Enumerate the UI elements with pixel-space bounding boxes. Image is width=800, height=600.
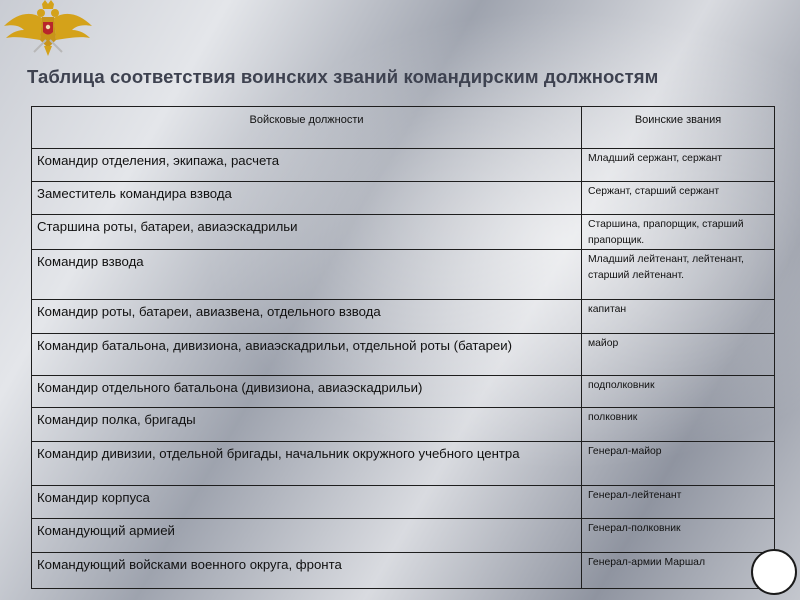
table-row <box>32 300 775 334</box>
double-headed-eagle-emblem-icon <box>2 0 94 62</box>
position-cell: Командир батальона, дивизиона, авиаэскадрильи, отдельной роты (батареи) <box>32 334 582 376</box>
table-row <box>32 334 775 376</box>
column-header-positions: Войсковые должности <box>32 107 582 149</box>
rank-cell: полковник <box>582 408 775 442</box>
table-row <box>32 486 775 519</box>
position-cell: Командир полка, бригады <box>32 408 582 442</box>
rank-cell: Генерал-лейтенант <box>582 486 775 519</box>
position-cell: Командир корпуса <box>32 486 582 519</box>
ranks-table <box>31 106 775 589</box>
rank-cell: капитан <box>582 300 775 334</box>
table-row <box>32 442 775 486</box>
position-cell: Командир дивизии, отдельной бригады, начальник окружного учебного центра <box>32 442 582 486</box>
position-cell: Командующий войсками военного округа, фронта <box>32 553 582 589</box>
position-cell: Старшина роты, батареи, авиаэскадрильи <box>32 215 582 250</box>
rank-cell: Сержант, старший сержант <box>582 182 775 215</box>
table-row <box>32 182 775 215</box>
position-cell: Командир взвода <box>32 250 582 300</box>
table-row <box>32 149 775 182</box>
table-row <box>32 408 775 442</box>
position-cell: Командир роты, батареи, авиазвена, отдельного взвода <box>32 300 582 334</box>
table-row <box>32 376 775 408</box>
rank-cell: Младший лейтенант, лейтенант, старший лейтенант. <box>582 250 775 300</box>
rank-cell: майор <box>582 334 775 376</box>
rank-cell: Старшина, прапорщик, старший прапорщик. <box>582 215 775 250</box>
page-title: Таблица соответствия воинских званий командирским должностям <box>27 66 659 87</box>
rank-cell: подполковник <box>582 376 775 408</box>
rank-cell: Генерал-армии Маршал <box>582 553 775 589</box>
table-row <box>32 215 775 250</box>
position-cell: Командир отдельного батальона (дивизиона, авиаэскадрильи) <box>32 376 582 408</box>
position-cell: Заместитель командира взвода <box>32 182 582 215</box>
table-row <box>32 250 775 300</box>
position-cell: Командир отделения, экипажа, расчета <box>32 149 582 182</box>
rank-cell: Младший сержант, сержант <box>582 149 775 182</box>
column-header-ranks: Воинские звания <box>582 107 775 149</box>
table-header-row <box>32 107 775 149</box>
position-cell: Командующий армией <box>32 519 582 553</box>
rank-cell: Генерал-полковник <box>582 519 775 553</box>
circle-nav-icon[interactable] <box>751 549 797 595</box>
rank-cell: Генерал-майор <box>582 442 775 486</box>
table-row <box>32 519 775 553</box>
table-row <box>32 553 775 589</box>
